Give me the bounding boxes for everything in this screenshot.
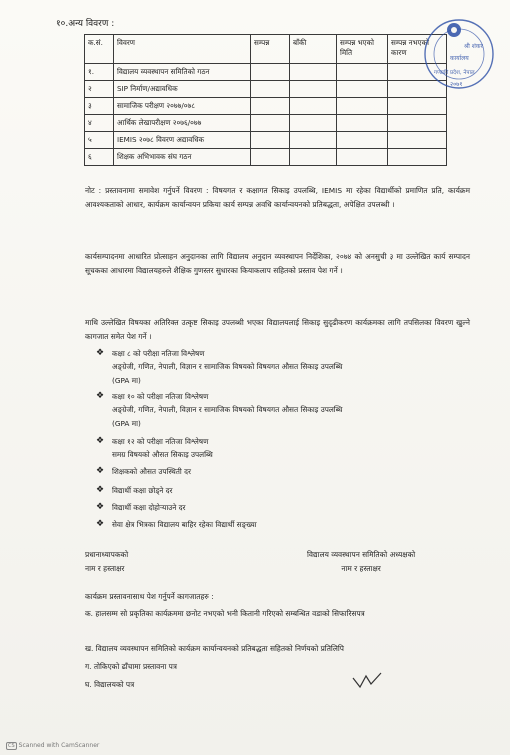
row-description: IEMIS २०७८ विवरण अद्यावधिक <box>114 132 251 149</box>
row-description: SIP निर्माण/अद्यावधिक <box>114 81 251 98</box>
list-item <box>96 347 343 387</box>
row-number: ३ <box>85 98 114 115</box>
list-item <box>96 484 173 497</box>
bullet-icon: ❖ <box>96 485 105 495</box>
bullet-icon: ❖ <box>96 436 105 446</box>
table-row <box>85 81 447 98</box>
incentive-paragraph: कार्यसम्पादनमा आधारित प्रोत्साहन अनुदानका लागि विद्यालय अनुदान व्यवस्थापन निर्देशिका, २०७४ को अनसुची ३ मा उल्लेखित कार्य सम्पादन सूचकका आधारमा विद्यालयहरुले शैक्षिक गुणस्तर सुधारका कियाकलाप सहितको प्रस्ताव पेश गर्ने । <box>85 252 470 275</box>
row-number: १. <box>85 64 114 81</box>
list-item <box>96 390 343 430</box>
list-item <box>96 435 213 462</box>
row-number: २ <box>85 81 114 98</box>
col-header: सम्पन्न भएको मिति <box>337 35 388 64</box>
bullet-icon: ❖ <box>96 502 105 512</box>
table-row <box>85 132 447 149</box>
documents-title: कार्यक्रम प्रस्तावनासाथ पेश गर्नुपर्ने कागजातहरु : <box>85 592 214 601</box>
row-number: ६ <box>85 149 114 166</box>
list-item-title: सेवा क्षेत्र भित्रका विद्यालय बाहिर रहेका विद्यार्थी सङ्ख्या <box>112 520 257 529</box>
list-item <box>96 465 191 478</box>
stamp-text: श्री शंकर <box>464 43 483 50</box>
list-item-title: शिक्षकको औसत उपस्थिती दर <box>112 467 191 476</box>
list-item-detail: (GPA मा) <box>112 418 141 428</box>
list-item-title: कक्षा १० को परीक्षा नतिजा विश्लेषण <box>112 392 209 401</box>
list-item-detail: (GPA मा) <box>112 375 141 385</box>
table-row <box>85 64 447 81</box>
col-header: सम्पन्न नभएको कारण <box>388 35 447 64</box>
list-item-title: कक्षा १२ को परीक्षा नतिजा विश्लेषण <box>112 437 209 446</box>
stamp-text: २०७१ <box>450 81 463 88</box>
stamp-text: गण्डकी प्रदेश, नेपाल <box>434 70 475 76</box>
col-header: सम्पन्न <box>251 35 290 64</box>
list-item-detail: समग्र विषयको औसत सिकाइ उपलब्धि <box>112 450 213 460</box>
bullet-icon: ❖ <box>96 519 105 529</box>
row-number: ५ <box>85 132 114 149</box>
stamp-text: कार्यालय <box>450 55 469 62</box>
principal-signature-block: प्रधानाध्यापकको नाम र हस्ताक्षर <box>85 550 129 573</box>
list-item <box>96 518 257 531</box>
list-item-title: कक्षा ८ को परीक्षा नतिजा विश्लेषण <box>112 349 205 358</box>
row-description: आर्थिक लेखापरीक्षण २०७६/०७७ <box>114 115 251 132</box>
handwritten-mark-icon <box>350 670 384 692</box>
col-header: बाँकी <box>290 35 337 64</box>
section-heading: १०.अन्य विवरण : <box>56 19 115 29</box>
document-item: घ. विद्यालयको पत्र <box>85 680 135 689</box>
col-header: विवरण <box>114 35 251 64</box>
document-item: क. हालसम्म सो प्रकृतिका कार्यक्रममा छनोट नभएको भनी कितानी गरिएको सम्बन्धित वडाको सिफारिसपत्र <box>85 609 365 618</box>
list-item-title: विद्यार्थी कक्षा छोड्ने दर <box>112 486 173 495</box>
office-stamp-icon <box>420 14 498 94</box>
bullet-icon: ❖ <box>96 391 105 401</box>
row-number: ४ <box>85 115 114 132</box>
table-row <box>85 115 447 132</box>
row-description: विद्यालय व्यवस्थापन समितिको गठन <box>114 64 251 81</box>
additional-paragraph: माथि उल्लेखित विषयका अतिरिक्त उत्कृष्ट सिकाइ उपलब्धी भएका विद्यालयलाई सिकाइ सुदृढीकरण कार्यक्रमका लागि तपसिलका विवरण खुल्ने कागजात समेत पेश गर्ने । <box>85 318 470 341</box>
table-row <box>85 149 447 166</box>
scanner-watermark: CS Scanned with CamScanner <box>8 742 100 749</box>
status-table <box>84 34 447 166</box>
chairperson-signature-block: विद्यालय व्यवस्थापन समितिको अध्यक्षको नाम र हस्ताक्षर <box>307 550 416 573</box>
table-row <box>85 98 447 115</box>
list-item-detail: अङ्ग्रेजी, गणित, नेपाली, विज्ञान र सामाजिक विषयको विषयगत औसत सिकाइ उपलब्धि <box>112 362 343 372</box>
col-header: क.सं. <box>85 35 114 64</box>
list-item-detail: अङ्ग्रेजी, गणित, नेपाली, विज्ञान र सामाजिक विषयको विषयगत औसत सिकाइ उपलब्धि <box>112 405 343 415</box>
row-description: सामाजिक परीक्षण २०७७/०७८ <box>114 98 251 115</box>
list-item <box>96 501 186 514</box>
table-header-row <box>85 35 447 64</box>
document-item: ग. तोकिएको ढाँचामा प्रस्तावना पत्र <box>85 662 177 671</box>
document-item: ख. विद्यालय व्यवस्थापन समितिको कार्यक्रम कार्यान्वयनको प्रतिबद्धता सहितको निर्णयको प्रतिलिपि <box>85 644 344 653</box>
row-description: शिक्षक अभिभावक संघ गठन <box>114 149 251 166</box>
camscanner-logo-icon: CS <box>8 743 15 749</box>
bullet-icon: ❖ <box>96 348 105 358</box>
list-item-title: विद्यार्थी कक्षा दोहोऱ्याउने दर <box>112 503 186 512</box>
note-paragraph: नोट : प्रस्तावनामा समावेश गर्नुपर्ने विवरण : विषयगत र कक्षागत सिकाइ उपलब्धि, IEMIS मा रहेका विद्यार्थीको प्रमाणित प्रति, कार्यक्रम आवश्यकताको आधार, कार्यक्रम कार्यान्वयन प्रकिया कार्य सम्पन्न अवधि कार्यान्वयनको प्रतिबद्धता, अपेक्षित उपलब्धी । <box>85 186 470 209</box>
bullet-icon: ❖ <box>96 466 105 476</box>
